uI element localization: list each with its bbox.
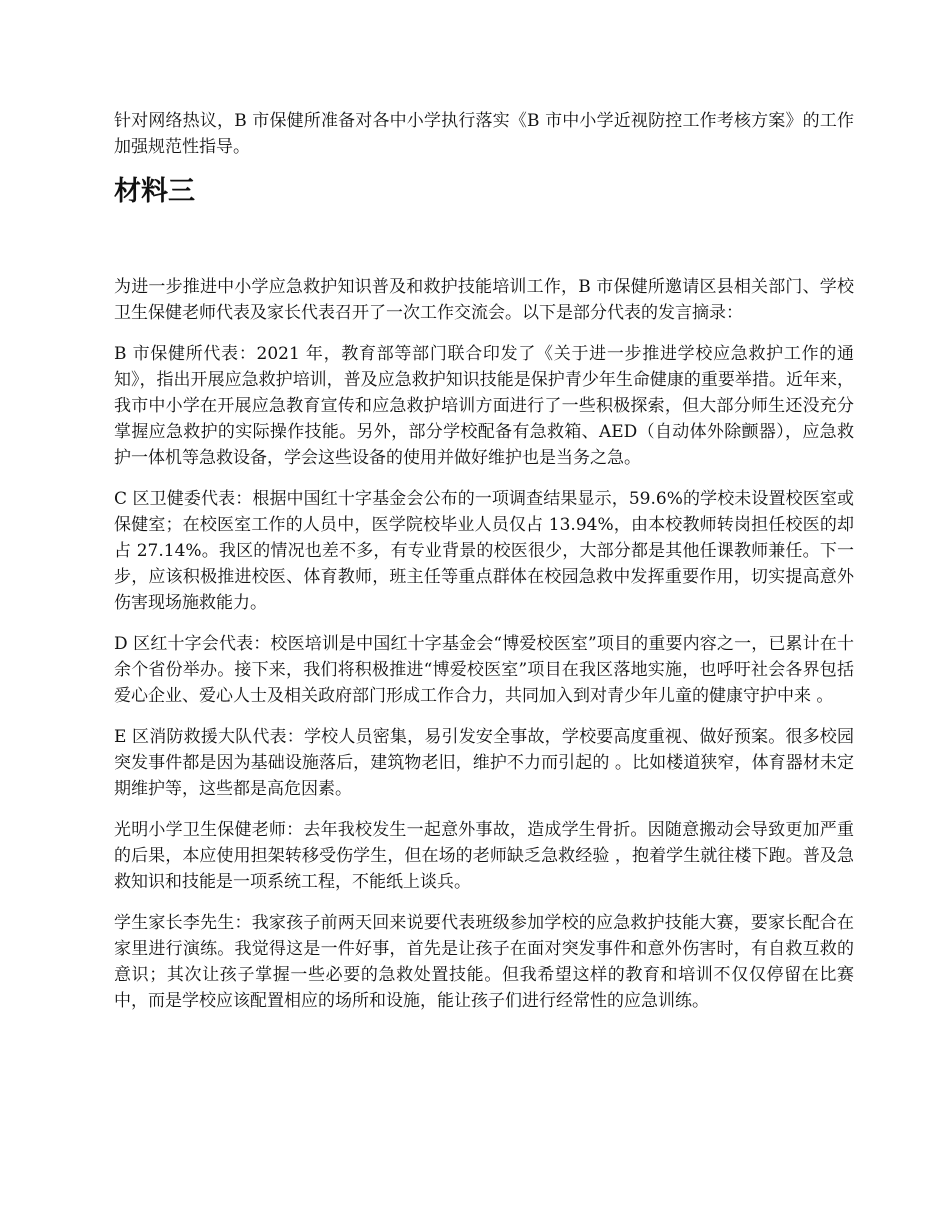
intro-paragraph: 针对网络热议，B 市保健所准备对各中小学执行落实《B 市中小学近视防控工作考核方案》的工作加强规范性指导。	[114, 111, 854, 157]
paragraph-e-district-fire: E 区消防救援大队代表：学校人员密集，易引发安全事故，学校要高度重视、做好预案。很多校园突发事件都是因为基础设施落后，建筑物老旧，维护不力而引起的 。比如楼道狭窄，体育器材未定期维护等，这些都是高危因素。	[114, 727, 854, 799]
section-title: 材料三	[114, 176, 195, 207]
document-page	[114, 108, 854, 1029]
paragraph-b-city-health: B 市保健所代表：2021 年，教育部等部门联合印发了《关于进一步推进学校应急救护工作的通知》，指出开展应急救护培训，普及应急救护知识技能是保护青少年生命健康的重要举措。近年来，我市中小学在开展应急教育宣传和应急救护培训方面进行了一些积极探索，但大部分师生还没充分掌握应急救护的实际操作技能。另外，部分学校配备有急救箱、AED（自动体外除颤器），应急救护一体机等急救设备，学会这些设备的使用并做好维护也是当务之急。	[114, 344, 854, 468]
paragraph-parent-li: 学生家长李先生：我家孩子前两天回来说要代表班级参加学校的应急救护技能大赛，要家长配合在家里进行演练。我觉得这是一件好事，首先是让孩子在面对突发事件和意外伤害时，有自救互救的意识；其次让孩子掌握一些必要的急救处置技能。但我希望这样的教育和培训不仅仅停留在比赛中，而是学校应该配置相应的场所和设施，能让孩子们进行经常性的应急训练。	[114, 913, 854, 1011]
paragraph-d-district-red-cross: D 区红十字会代表：校医培训是中国红十字基金会“博爱校医室”项目的重要内容之一，已累计在十余个省份举办。接下来，我们将积极推进“博爱校医室”项目在我区落地实施，也呼吁社会各界包括爱心企业、爱心人士及相关政府部门形成工作合力，共同加入到对青少年儿童的健康守护中来 。	[114, 634, 854, 706]
paragraph-guangming-teacher: 光明小学卫生保健老师：去年我校发生一起意外事故，造成学生骨折。因随意搬动会导致更加严重的后果，本应使用担架转移受伤学生，但在场的老师缺乏急救经验 ，抱着学生就往楼下跑。普及急救知识和技能是一项系统工程，不能纸上谈兵。	[114, 820, 854, 892]
paragraph-background: 为进一步推进中小学应急救护知识普及和救护技能培训工作，B 市保健所邀请区县相关部门、学校卫生保健老师代表及家长代表召开了一次工作交流会。以下是部分代表的发言摘录：	[114, 277, 854, 323]
paragraph-c-district-health: C 区卫健委代表：根据中国红十字基金会公布的一项调查结果显示，59.6%的学校未设置校医室或保健室；在校医室工作的人员中，医学院校毕业人员仅占 13.94%，由本校教师转岗担任校医的却占 27.14%。我区的情况也差不多，有专业背景的校医很少，大部分都是其他任课教师兼任。下一步，应该积极推进校医、体育教师，班主任等重点群体在校园急救中发挥重要作用，切实提高意外伤害现场施救能力。	[114, 489, 854, 613]
